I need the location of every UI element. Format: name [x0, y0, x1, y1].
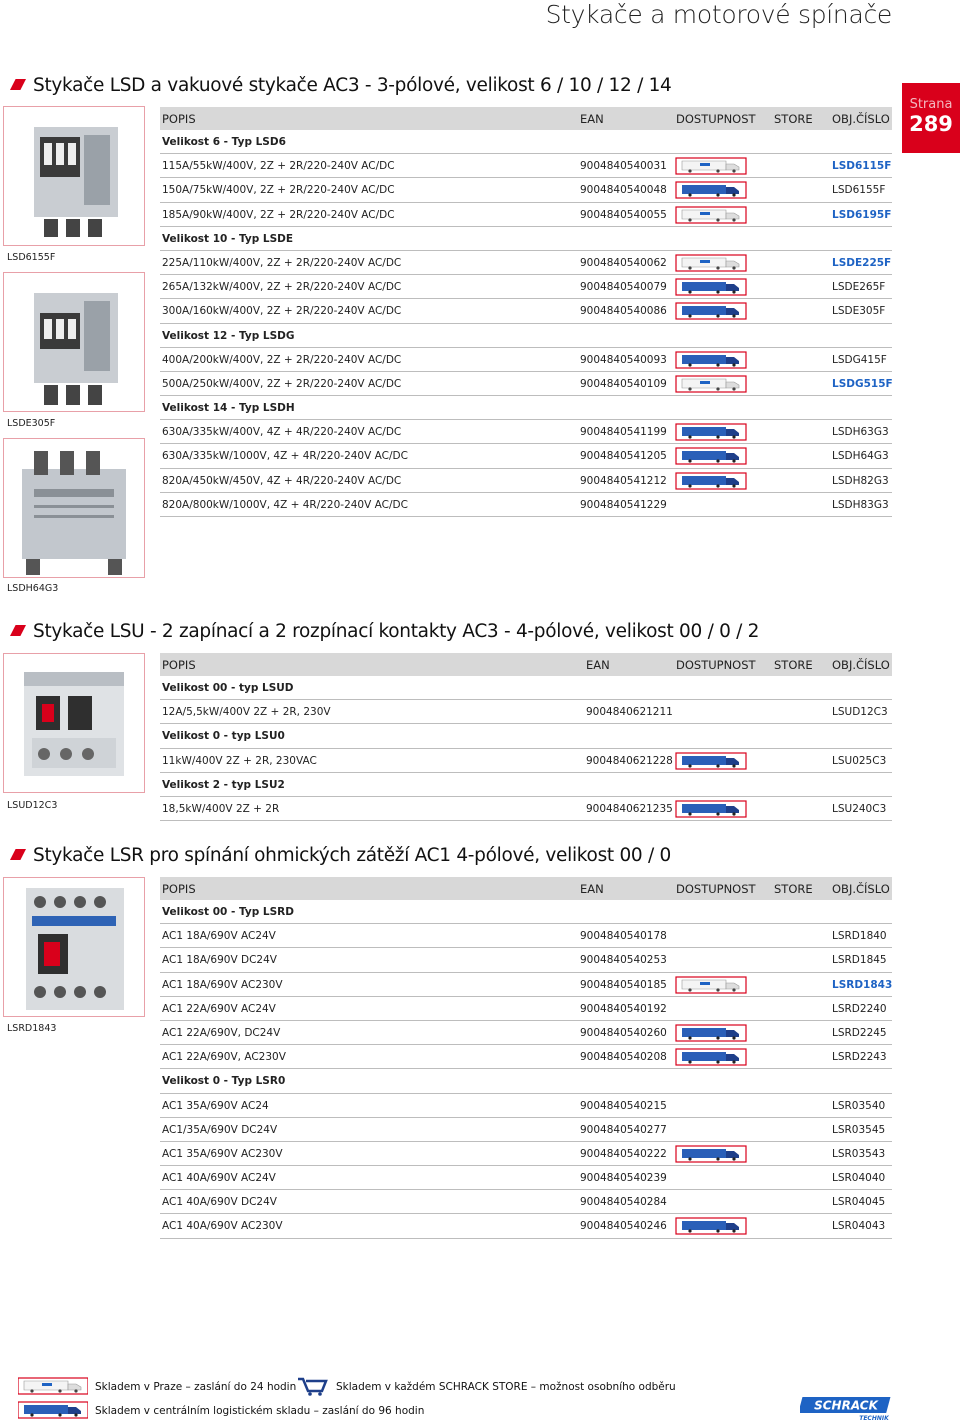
row-ean: 9004840540277: [580, 1123, 667, 1136]
truck-blue-icon: [673, 1145, 749, 1163]
svg-text:SCHRACK: SCHRACK: [814, 1398, 878, 1413]
group-row: [160, 1069, 892, 1093]
column-header-store: STORE: [774, 112, 813, 126]
product-image-lsdh64g3: [3, 438, 145, 578]
row-description: AC1 18A/690V DC24V: [162, 954, 277, 967]
row-description: 630A/335kW/400V, 4Z + 4R/220-240V AC/DC: [162, 426, 402, 439]
column-header-obj: OBJ.ČÍSLO: [832, 882, 890, 896]
table-header: [160, 653, 892, 676]
row-ean: 9004840540109: [580, 377, 667, 390]
section-title-lsu: Stykače LSU - 2 zapínací a 2 rozpínací kontakty AC3 - 4-pólové, velikost 00 / 0 / 2: [10, 621, 759, 642]
row-order-number[interactable]: LSRD2240: [832, 1002, 887, 1015]
row-description: AC1 22A/690V AC24V: [162, 1002, 276, 1015]
group-row: [160, 396, 892, 420]
column-header-popis: POPIS: [162, 112, 196, 126]
row-description: AC1/35A/690V DC24V: [162, 1123, 278, 1136]
row-order-number[interactable]: LSDG415F: [832, 353, 887, 366]
row-order-number[interactable]: LSRD1840: [832, 930, 887, 943]
group-row: [160, 324, 892, 348]
group-row: [160, 130, 892, 154]
row-description: 500A/250kW/400V, 2Z + 2R/220-240V AC/DC: [162, 377, 402, 390]
row-order-number[interactable]: LSU240C3: [832, 802, 887, 815]
row-order-number[interactable]: LSDE225F: [832, 256, 892, 269]
section-title-lsd: Stykače LSD a vakuové stykače AC3 - 3-pólové, velikost 6 / 10 / 12 / 14: [10, 75, 672, 96]
column-header-obj: OBJ.ČÍSLO: [832, 658, 890, 672]
truck-blue-icon: [18, 1401, 88, 1419]
product-image-lsd6155f: [3, 106, 145, 246]
table-header: [160, 107, 892, 130]
truck-white-icon: [18, 1377, 88, 1395]
section-marker-icon: [10, 849, 26, 860]
table-row: [160, 420, 892, 444]
row-order-number[interactable]: LSRD2245: [832, 1026, 887, 1039]
column-header-dostupnost: DOSTUPNOST: [676, 882, 756, 896]
table-row: [160, 251, 892, 275]
row-description: 225A/110kW/400V, 2Z + 2R/220-240V AC/DC: [162, 256, 402, 269]
table-row: [160, 299, 892, 323]
row-description: AC1 18A/690V AC24V: [162, 930, 276, 943]
image-caption: LSUD12C3: [7, 800, 58, 811]
row-ean: 9004840621235: [586, 802, 673, 815]
product-image-lsde305f: [3, 272, 145, 412]
row-order-number[interactable]: LSU025C3: [832, 754, 887, 767]
row-description: AC1 40A/690V AC230V: [162, 1220, 283, 1233]
row-ean: 9004840540222: [580, 1147, 667, 1160]
page-label: Strana: [909, 97, 953, 112]
row-order-number[interactable]: LSD6195F: [832, 208, 892, 221]
row-ean: 9004840540079: [580, 281, 667, 294]
row-ean: 9004840540178: [580, 930, 667, 943]
row-ean: 9004840540048: [580, 184, 667, 197]
svg-text:TECHNIK: TECHNIK: [859, 1415, 889, 1421]
row-ean: 9004840541212: [580, 474, 667, 487]
row-order-number[interactable]: LSRD1845: [832, 954, 887, 967]
row-ean: 9004840540284: [580, 1196, 667, 1209]
table-row: [160, 1094, 892, 1118]
row-ean: 9004840540031: [580, 160, 667, 173]
row-order-number[interactable]: LSDH82G3: [832, 474, 889, 487]
row-description: 12A/5,5kW/400V 2Z + 2R, 230V: [162, 706, 331, 719]
row-description: AC1 35A/690V AC230V: [162, 1147, 283, 1160]
column-header-dostupnost: DOSTUPNOST: [676, 112, 756, 126]
table-row: [160, 178, 892, 202]
row-ean: 9004840540260: [580, 1026, 667, 1039]
legend-store: Skladem v každém SCHRACK STORE – možnost osobního odběru: [336, 1381, 676, 1393]
table-row: [160, 1045, 892, 1069]
row-ean: 9004840540062: [580, 256, 667, 269]
row-description: AC1 35A/690V AC24: [162, 1099, 269, 1112]
row-order-number[interactable]: LSR03543: [832, 1147, 886, 1160]
row-description: 630A/335kW/1000V, 4Z + 4R/220-240V AC/DC: [162, 450, 408, 463]
table-row: [160, 275, 892, 299]
group-label: Velikost 6 - Typ LSD6: [162, 136, 286, 148]
table-row: [160, 924, 892, 948]
table-row: [160, 749, 892, 773]
page-number: 289: [909, 112, 953, 136]
row-order-number[interactable]: LSDE265F: [832, 281, 886, 294]
truck-white-icon: [673, 375, 749, 393]
row-order-number[interactable]: LSDH64G3: [832, 450, 889, 463]
group-row: [160, 773, 892, 797]
row-order-number[interactable]: LSR03545: [832, 1123, 886, 1136]
page-title: Stykače a motorové spínače: [545, 0, 892, 29]
row-ean: 9004840540192: [580, 1002, 667, 1015]
row-order-number[interactable]: LSDH63G3: [832, 426, 889, 439]
schrack-logo: [800, 1395, 894, 1421]
truck-blue-icon: [673, 351, 749, 369]
row-ean: 9004840540253: [580, 954, 667, 967]
table-header: [160, 877, 892, 900]
table-row: [160, 469, 892, 493]
column-header-popis: POPIS: [162, 658, 196, 672]
group-label: Velikost 00 - Typ LSRD: [162, 906, 294, 918]
table-row: [160, 797, 892, 821]
group-label: Velikost 14 - Typ LSDH: [162, 402, 295, 415]
image-caption: LSD6155F: [7, 252, 56, 263]
row-description: 820A/450kW/450V, 4Z + 4R/220-240V AC/DC: [162, 474, 402, 487]
table-row: [160, 493, 892, 517]
group-row: [160, 227, 892, 251]
cart-icon: [296, 1376, 328, 1396]
table-row: [160, 348, 892, 372]
product-table-lsu: [160, 653, 892, 821]
row-ean: 9004840541205: [580, 450, 667, 463]
table-row: [160, 700, 892, 724]
truck-white-icon: [673, 206, 749, 224]
truck-blue-icon: [673, 278, 749, 296]
row-description: AC1 40A/690V AC24V: [162, 1172, 276, 1185]
product-image-lsud12c3: [3, 653, 145, 793]
column-header-ean: EAN: [580, 112, 604, 126]
row-description: 265A/132kW/400V, 2Z + 2R/220-240V AC/DC: [162, 281, 402, 294]
column-header-dostupnost: DOSTUPNOST: [676, 658, 756, 672]
row-description: 115A/55kW/400V, 2Z + 2R/220-240V AC/DC: [162, 160, 395, 173]
truck-white-icon: [673, 254, 749, 272]
row-description: AC1 40A/690V DC24V: [162, 1196, 277, 1209]
row-ean: 9004840541229: [580, 498, 667, 511]
row-description: 18,5kW/400V 2Z + 2R: [162, 802, 280, 815]
product-table-lsd: [160, 107, 892, 517]
truck-blue-icon: [673, 447, 749, 465]
group-row: [160, 724, 892, 748]
table-row: [160, 1190, 892, 1214]
group-label: Velikost 10 - Typ LSDE: [162, 232, 294, 245]
table-row: [160, 1142, 892, 1166]
column-header-store: STORE: [774, 882, 813, 896]
row-description: 185A/90kW/400V, 2Z + 2R/220-240V AC/DC: [162, 208, 395, 221]
table-row: [160, 973, 892, 997]
row-order-number[interactable]: LSRD1843: [832, 978, 893, 991]
row-ean: 9004840540208: [580, 1051, 667, 1064]
row-description: 400A/200kW/400V, 2Z + 2R/220-240V AC/DC: [162, 353, 402, 366]
image-caption: LSDH64G3: [7, 583, 59, 594]
table-row: [160, 1214, 892, 1238]
row-description: 300A/160kW/400V, 2Z + 2R/220-240V AC/DC: [162, 305, 402, 318]
column-header-ean: EAN: [586, 658, 610, 672]
row-ean: 9004840540093: [580, 353, 667, 366]
group-label: Velikost 2 - typ LSU2: [162, 778, 285, 791]
row-order-number[interactable]: LSDH83G3: [832, 498, 889, 511]
table-row: [160, 444, 892, 468]
row-ean: 9004840541199: [580, 426, 667, 439]
truck-blue-icon: [673, 423, 749, 441]
truck-blue-icon: [673, 1217, 749, 1235]
row-order-number[interactable]: LSD6155F: [832, 184, 886, 197]
page-badge: [902, 83, 960, 153]
row-ean: 9004840540215: [580, 1099, 667, 1112]
row-order-number[interactable]: LSDG515F: [832, 377, 893, 390]
table-row: [160, 1166, 892, 1190]
row-order-number[interactable]: LSDE305F: [832, 305, 886, 318]
truck-blue-icon: [673, 1048, 749, 1066]
product-table-lsr: [160, 877, 892, 1239]
truck-white-icon: [673, 157, 749, 175]
group-label: Velikost 00 - typ LSUD: [162, 682, 294, 694]
row-ean: 9004840540055: [580, 208, 667, 221]
table-row: [160, 997, 892, 1021]
group-label: Velikost 0 - typ LSU0: [162, 730, 285, 743]
group-row: [160, 676, 892, 700]
row-order-number[interactable]: LSR04045: [832, 1196, 886, 1209]
row-order-number[interactable]: LSR04043: [832, 1220, 886, 1233]
row-ean: 9004840540246: [580, 1220, 667, 1233]
truck-blue-icon: [673, 302, 749, 320]
image-caption: LSRD1843: [7, 1023, 57, 1034]
product-image-lsrd1843: [3, 877, 145, 1017]
truck-white-icon: [673, 976, 749, 994]
column-header-obj: OBJ.ČÍSLO: [832, 112, 890, 126]
row-description: AC1 22A/690V, AC230V: [162, 1051, 286, 1064]
column-header-ean: EAN: [580, 882, 604, 896]
truck-blue-icon: [673, 800, 749, 818]
row-ean: 9004840621211: [586, 706, 673, 719]
row-ean: 9004840540239: [580, 1172, 667, 1185]
table-row: [160, 1021, 892, 1045]
row-order-number[interactable]: LSRD2243: [832, 1051, 887, 1064]
row-ean: 9004840621228: [586, 754, 673, 767]
group-label: Velikost 12 - Typ LSDG: [162, 329, 295, 342]
truck-blue-icon: [673, 181, 749, 199]
row-description: 820A/800kW/1000V, 4Z + 4R/220-240V AC/DC: [162, 498, 408, 511]
group-row: [160, 900, 892, 924]
column-header-store: STORE: [774, 658, 813, 672]
table-row: [160, 372, 892, 396]
truck-blue-icon: [673, 472, 749, 490]
legend-prague: Skladem v Praze – zaslání do 24 hodin: [95, 1381, 297, 1393]
group-label: Velikost 0 - Typ LSR0: [162, 1075, 286, 1088]
column-header-popis: POPIS: [162, 882, 196, 896]
row-description: 11kW/400V 2Z + 2R, 230VAC: [162, 754, 317, 767]
table-row: [160, 203, 892, 227]
table-row: [160, 1118, 892, 1142]
truck-blue-icon: [673, 752, 749, 770]
row-description: AC1 22A/690V, DC24V: [162, 1026, 281, 1039]
truck-blue-icon: [673, 1024, 749, 1042]
row-ean: 9004840540086: [580, 305, 667, 318]
row-order-number[interactable]: LSR03540: [832, 1099, 886, 1112]
table-row: [160, 154, 892, 178]
row-order-number[interactable]: LSUD12C3: [832, 706, 888, 719]
row-order-number[interactable]: LSR04040: [832, 1172, 886, 1185]
legend-central: Skladem v centrálním logistickém skladu – zaslání do 96 hodin: [95, 1405, 425, 1417]
row-description: AC1 18A/690V AC230V: [162, 978, 283, 991]
row-ean: 9004840540185: [580, 978, 667, 991]
table-row: [160, 948, 892, 972]
image-caption: LSDE305F: [7, 418, 56, 429]
row-description: 150A/75kW/400V, 2Z + 2R/220-240V AC/DC: [162, 184, 395, 197]
section-marker-icon: [10, 79, 26, 90]
section-title-lsr: Stykače LSR pro spínání ohmických zátěží AC1 4-pólové, velikost 00 / 0: [10, 845, 671, 866]
row-order-number[interactable]: LSD6115F: [832, 160, 892, 173]
section-marker-icon: [10, 625, 26, 636]
